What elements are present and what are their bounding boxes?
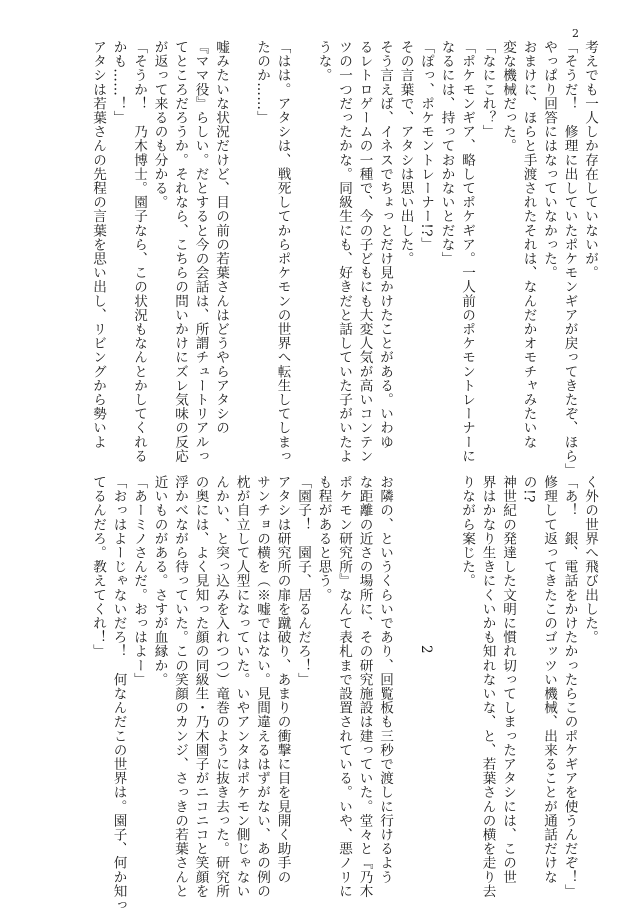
text-line: りながら案じた。 [459, 475, 475, 588]
text-line: ツの一つだったかな。同級生にも、好きだと話していた子がいたよ [336, 40, 352, 463]
text-line: が返って来るのも分かる。 [151, 40, 168, 210]
text-line: の!? [520, 475, 537, 503]
text-line: 「ぽっ、ポケモントレーナー!?」 [418, 40, 434, 252]
blank-line [395, 475, 416, 867]
text-line: アタシは研究所の扉を蹴破り、あまりの衝撃に目を見開く助手の [274, 475, 291, 884]
text-line: 考えでも一人しか存在していないが。 [582, 40, 598, 280]
text-line: かも……！」 [110, 40, 127, 125]
text-line: 嘘みたいな状況だけど、目の前の若葉さんはどうやらアタシの [213, 40, 229, 435]
text-line: てところだろうか。それなら、こちらの問いかけにズレ気味の反応 [172, 40, 188, 463]
text-line: そう言えば、イネスでちょっとだけ見かけたことがある。いわゆ [377, 40, 393, 449]
upper-text-tier [90, 40, 600, 478]
blank-line [436, 475, 457, 867]
text-line: 「あーミノさんだ。おっはよー」 [131, 475, 147, 687]
text-line: 「そうだ！ 修理に出していたポケモンギアが戻ってきたぞ、ほら」 [561, 40, 578, 478]
text-line: 「なにこれ？」 [479, 40, 496, 139]
text-line: 浮かべながら待っていた。この笑顔のカンジ、さっきの若葉さんと [172, 475, 188, 898]
section-heading: 2 [418, 645, 434, 655]
text-line: 「おっはよーじゃないだろ！ 何なんだこの世界は。園子、何か知っ [110, 475, 127, 912]
text-line: 「あ！ 銀、電話をかけたかったらこのポケギアを使うんだぞ！」 [561, 475, 578, 898]
text-line: 「園子！ 園子、居るんだろ！」 [295, 475, 311, 687]
page-number: 2 [572, 27, 579, 40]
text-line: 「はは。アタシは、戦死してからポケモンの世界へ転生してしまっ [274, 40, 291, 463]
text-line: 修理して返ってきたこのゴッツい機械、出来ることが通話だけな [541, 475, 557, 884]
text-line: 「ポケモンギア、略してポケギア。一人前のポケモントレーナーに [459, 40, 475, 463]
text-line: サンチョの横を（※嘘ではない。見間違えるはずがない、あの例の [254, 475, 270, 898]
text-line: たのか……」 [254, 40, 270, 125]
text-line: ポケモン研究所』なんて表札まで設置されている。いや、悪ノリに [336, 475, 352, 898]
text-line: な距離の近さの場所に、その研究施設は建っていた。堂々と『乃木 [356, 475, 373, 898]
text-line: の奥には、よく見知った顔の同級生・乃木園子がニコニコと笑顔を [192, 475, 209, 898]
text-line: るレトロゲームの一種で、今の子どもにも大変人気が高いコンテン [356, 40, 373, 463]
text-line: やっぱり回答にはなっていなかった。 [541, 40, 557, 280]
text-line: 枕が自立して人型になっていた。いやアンタはポケモン側じゃない [233, 475, 250, 898]
lower-text-tier [90, 475, 600, 912]
text-line: 神世紀の発達した文明に慣れ切ってしまったアタシには、この世 [500, 475, 516, 884]
text-line: てるんだろ。教えてくれ！」 [90, 475, 106, 659]
text-line: 近いものがある。さすが血縁か。 [151, 475, 168, 687]
text-line: うな。 [315, 40, 332, 83]
text-line: 「そうか！ 乃木博士。園子なら、この状況もなんとかしてくれる [131, 40, 147, 463]
text-line: お隣の、というくらいであり、回覧板も三秒で渡しに行けるよう [377, 475, 393, 884]
text-line: なるには、持っておかないとだな」 [438, 40, 455, 266]
text-line: く外の世界へ飛び出した。 [582, 475, 598, 645]
text-line: 界はかなり生きにくいかも知れないな、と、若葉さんの横を走り去 [479, 475, 496, 898]
text-line: おまけに、ほらと手渡されたそれは、なんだかオモチャみたいな [520, 40, 537, 449]
blank-line [293, 40, 314, 432]
blank-line [231, 40, 252, 432]
text-line: んかい、と突っ込みを入れつつ）竜巻のように抜き去った。研究所 [213, 475, 229, 898]
text-line: 『ママ役』らしい。だとすると今の会話は、所謂チュートリアルっ [192, 40, 209, 463]
text-line: その言葉で、アタシは思い出した。 [397, 40, 414, 266]
text-line: 変な機械だった。 [500, 40, 516, 153]
text-line: アタシは若葉さんの先程の言葉を思い出し、リビングから勢いよ [90, 40, 106, 449]
text-line: も程があると思う。 [315, 475, 332, 602]
